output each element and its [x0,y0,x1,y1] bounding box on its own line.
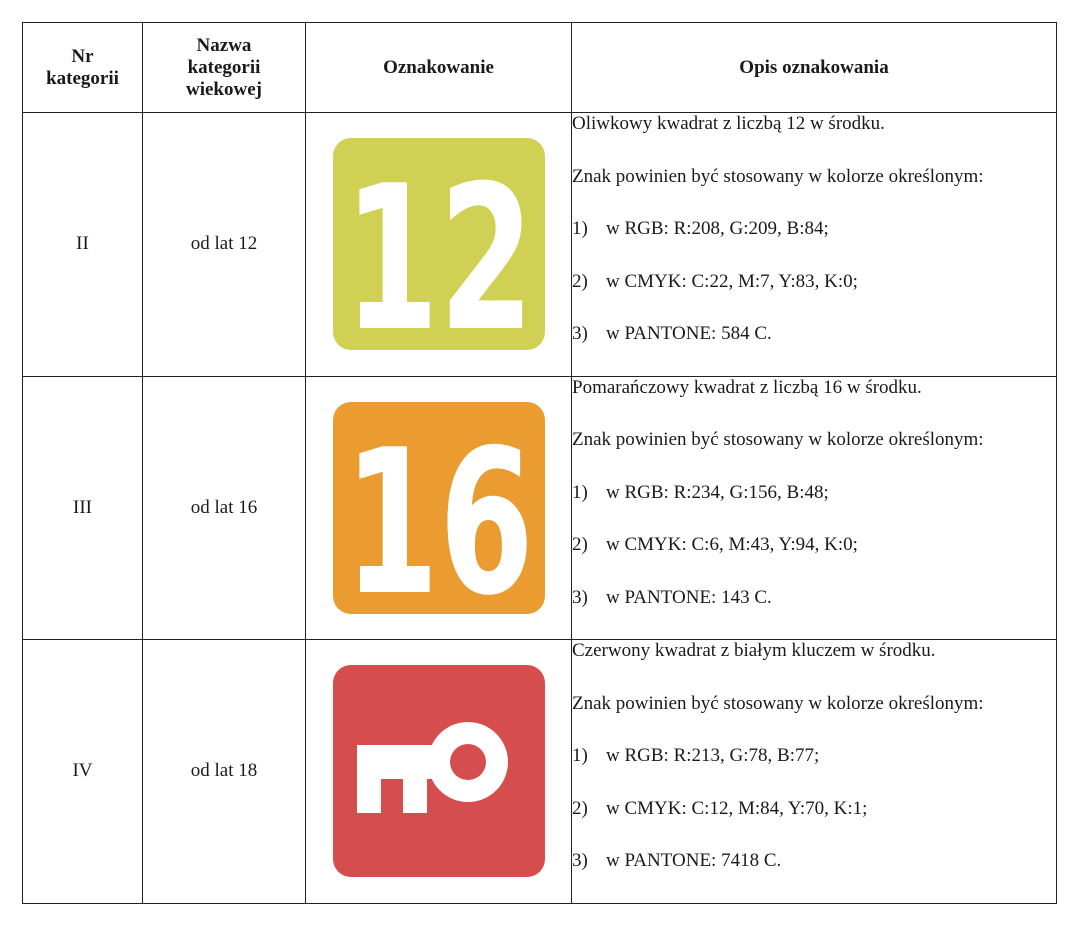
rating-sign-cell [306,640,572,904]
category-number: III [23,376,143,640]
rating-description [572,640,1057,904]
badge-number: 12 [343,143,534,351]
color-spec-pantone: 3) w PANTONE: 7418 C. [572,850,782,871]
category-number: II [23,113,143,377]
color-spec-rgb: 1) w RGB: R:234, G:156, B:48; [572,481,829,503]
header-name: Nazwa kategorii wiekowej [143,23,306,113]
rating-description [572,113,1057,377]
header-sign: Oznakowanie [306,23,572,113]
color-spec-rgb: 1) w RGB: R:208, G:209, B:84; [572,218,829,239]
category-name: od lat 12 [143,113,306,377]
header-nr: Nr kategorii [23,23,143,113]
description-title: Pomarańczowy kwadrat z liczbą 16 w środku. [572,376,922,398]
table-row [23,113,1057,377]
header-desc: Opis oznakowania [572,23,1057,113]
badge-12-svg [333,138,545,350]
color-spec-cmyk: 2) w CMYK: C:12, M:84, Y:70, K:1; [572,797,868,819]
table-row [23,376,1057,640]
description-title: Czerwony kwadrat z białym kluczem w środku. [572,640,936,661]
description-intro: Znak powinien być stosowany w kolorze określonym: [572,429,984,450]
rating-description [572,376,1057,640]
key-hole [450,744,486,780]
description-title: Oliwkowy kwadrat z liczbą 12 w środku. [572,113,885,134]
color-spec-pantone: 3) w PANTONE: 584 C. [572,323,772,344]
color-spec-cmyk: 2) w CMYK: C:6, M:43, Y:94, K:0; [572,534,858,555]
rating-badge-18 [333,665,545,877]
badge-number: 16 [343,406,534,614]
category-number: IV [23,640,143,904]
badge-18-svg [333,665,545,877]
description-intro: Znak powinien być stosowany w kolorze określonym: [572,165,984,187]
badge-16-svg [333,402,545,614]
rating-badge-16 [333,402,545,614]
rating-sign-cell [306,113,572,377]
table-row [23,640,1057,904]
description-intro: Znak powinien być stosowany w kolorze określonym: [572,692,984,714]
color-spec-cmyk: 2) w CMYK: C:22, M:7, Y:83, K:0; [572,270,858,292]
category-name: od lat 18 [143,640,306,904]
age-rating-table [22,22,1057,904]
category-name: od lat 16 [143,376,306,640]
color-spec-pantone: 3) w PANTONE: 143 C. [572,586,772,608]
color-spec-rgb: 1) w RGB: R:213, G:78, B:77; [572,745,820,766]
rating-badge-12 [333,138,545,350]
rating-sign-cell [306,376,572,640]
header-row [23,23,1057,113]
